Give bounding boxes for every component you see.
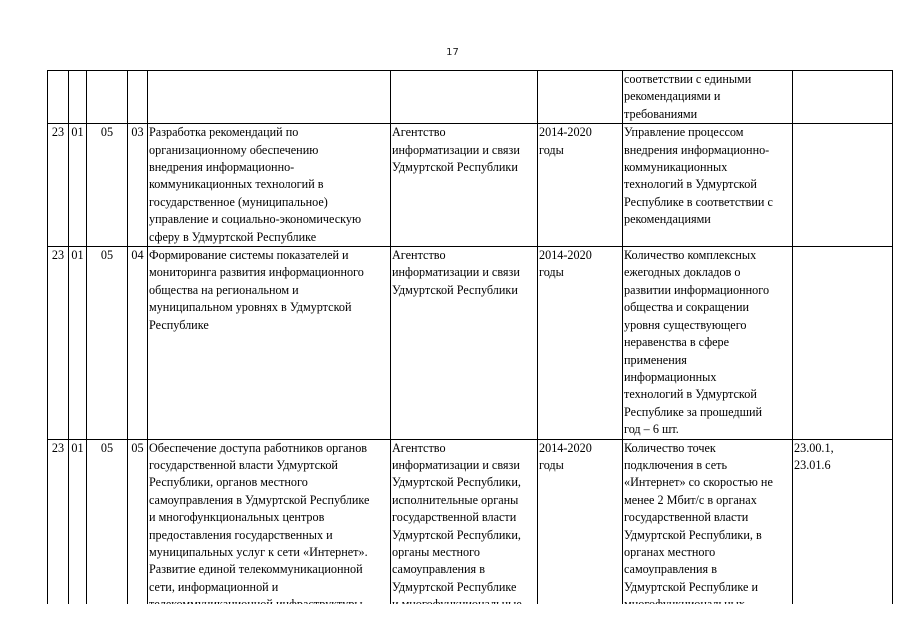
expected-result-cell: Количество комплексных ежегодных докладов о развитии информационного общества и сокращении уровня существующего неравенства в сфере применения информационных технологий в Удмуртской Республике за прошедший год – 6 шт. [623,247,793,439]
executor-cell: Агентство информатизации и связи Удмуртской Республики [391,124,538,247]
activity-code-cell: 03 [128,124,148,247]
pp-code-cell [69,71,87,124]
activity-name-cell: Формирование системы показателей и мониторинга развития информационного общества на региональном и муниципальном уровнях в Удмуртской Республике [148,247,391,439]
activity-code-cell: 04 [128,247,148,439]
page-cutoff [0,604,905,640]
indicator-link-cell: 23.00.1, 23.01.6 [793,439,893,614]
main-activity-code-cell: 05 [87,247,128,439]
expected-result-cell: Управление процессом внедрения информационно- коммуникационных технологий в Удмуртской Республике в соответствии с рекомендациями [623,124,793,247]
executor-cell: Агентство информатизации и связи Удмуртской Республики, исполнительные органы государственной власти Удмуртской Республики, органы местного самоуправления в Удмуртской Республике [391,439,538,614]
period-cell: 2014-2020 годы [538,439,623,614]
main-activity-code-cell: 05 [87,124,128,247]
expected-result-cell: Количество точек подключения в сеть «Интернет» со скоростью не менее 2 Мбит/с в органах государственной власти Удмуртской Республики, в органах местного самоуправления в Удмуртской Республике и [623,439,793,614]
table-row [48,71,893,124]
executor-cell: Агентство информатизации и связи Удмуртской Республики [391,247,538,439]
main-activity-code-cell: 05 [87,439,128,614]
period-cell [538,71,623,124]
program-activities-table [47,70,893,615]
table-row [48,247,893,439]
activity-code-cell [128,71,148,124]
period-cell: 2014-2020 годы [538,124,623,247]
pp-code-cell: 01 [69,439,87,614]
expected-result-cell: соответствии с едиными рекомендациями и требованиями [623,71,793,124]
period-cell: 2014-2020 годы [538,247,623,439]
table-row [48,124,893,247]
pp-code-cell: 01 [69,247,87,439]
table-row [48,439,893,614]
indicator-link-cell [793,247,893,439]
gp-code-cell: 23 [48,439,69,614]
executor-cell [391,71,538,124]
indicator-link-cell [793,71,893,124]
activity-name-cell [148,71,391,124]
indicator-link-cell [793,124,893,247]
activity-name-cell: Обеспечение доступа работников органов государственной власти Удмуртской Республики, органов местного самоуправления в Удмуртской Республике и многофункциональных центров предоставления государственных и муниципальных услуг к сети «Интернет». Развитие единой телекоммуникационной сети, информационной и [148,439,391,614]
pp-code-cell: 01 [69,124,87,247]
page-number: 17 [446,47,459,58]
activity-code-cell: 05 [128,439,148,614]
activity-name-cell: Разработка рекомендаций по организационному обеспечению внедрения информационно- коммуникационных технологий в государственное (муниципальное) управление и социально-экономическую сферу в Удмуртской Республике [148,124,391,247]
gp-code-cell: 23 [48,124,69,247]
gp-code-cell [48,71,69,124]
gp-code-cell: 23 [48,247,69,439]
main-activity-code-cell [87,71,128,124]
